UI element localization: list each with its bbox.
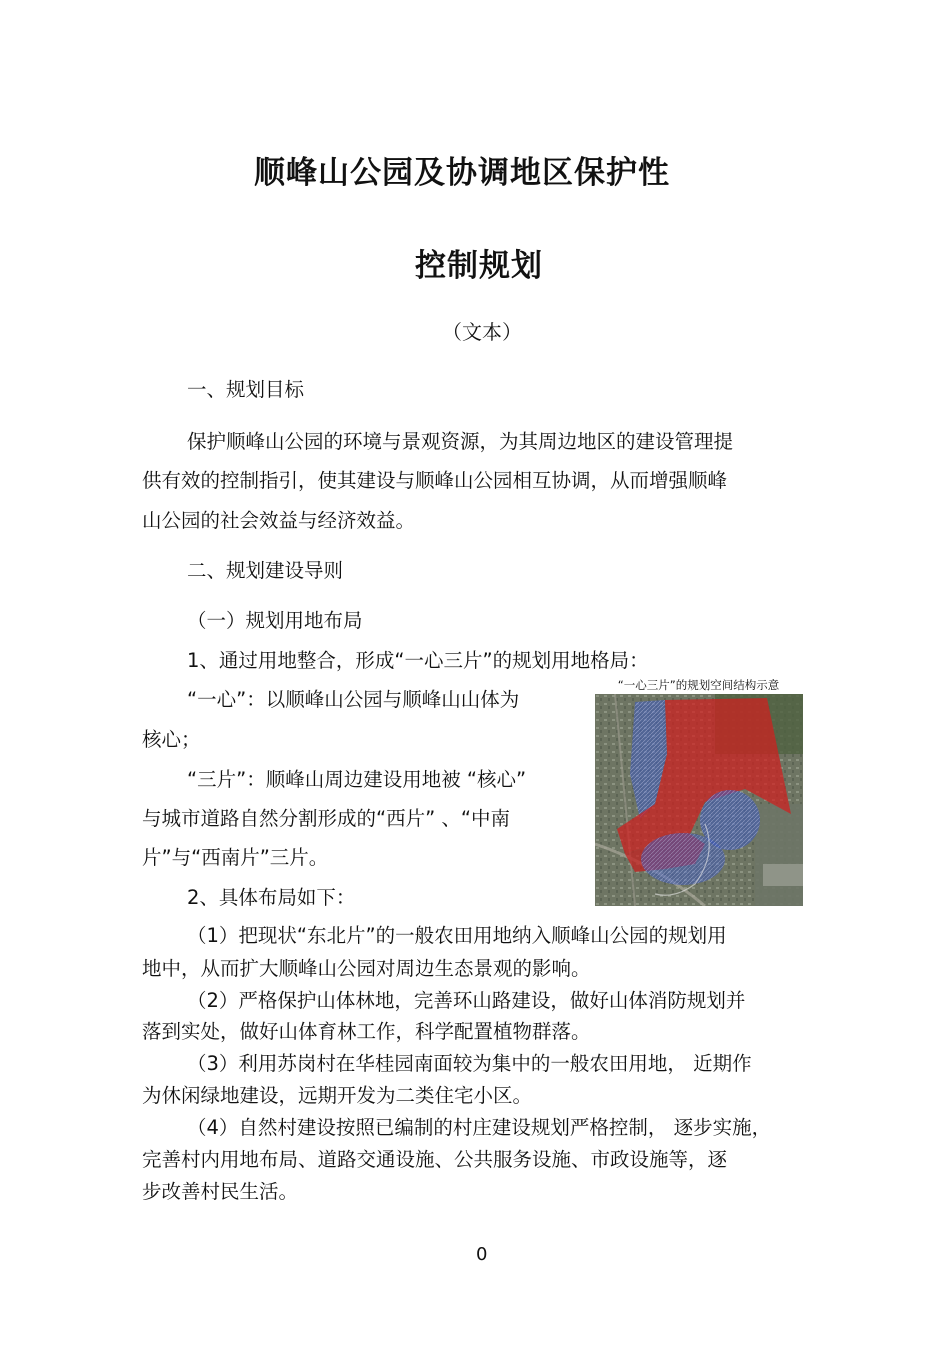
doc-title-line1: 顺峰山公园及协调地区保护性 <box>254 155 670 191</box>
satellite-map-image <box>595 694 803 906</box>
list-item: 2、具体布局如下： <box>187 886 356 909</box>
list-item: 1、通过用地整合，形成“一心三片”的规划用地格局： <box>187 649 649 672</box>
paragraph-line: 核心； <box>142 728 201 751</box>
subsection-heading: （一）规划用地布局 <box>187 609 363 632</box>
paragraph-line: 与城市道路自然分割形成的“西片” 、“中南 <box>142 807 511 830</box>
paragraph-line: 供有效的控制指引，使其建设与顺峰山公园相互协调，从而增强顺峰 <box>142 469 728 492</box>
paragraph-line: 保护顺峰山公园的环境与景观资源，为其周边地区的建设管理提 <box>187 430 734 453</box>
paragraph-line: 落到实处，做好山体育林工作，科学配置植物群落。 <box>142 1020 591 1043</box>
paragraph-line: 完善村内用地布局、道路交通设施、公共服务设施、市政设施等，逐 <box>142 1148 728 1171</box>
paragraph-line: “一心”：以顺峰山公园与顺峰山山体为 <box>187 688 520 711</box>
paragraph-line: “三片”：顺峰山周边建设用地被 “核心” <box>187 768 527 791</box>
paragraph-line: 山公园的社会效益与经济效益。 <box>142 509 416 532</box>
doc-subtitle: （文本） <box>442 320 522 344</box>
paragraph-line: 为休闲绿地建设，远期开发为二类住宅小区。 <box>142 1084 533 1107</box>
paragraph-line: 片”与“西南片”三片。 <box>142 846 329 869</box>
section-heading-goals: 一、规划目标 <box>187 378 305 401</box>
list-item: （3）利用苏岗村在华桂园南面较为集中的一般农田用地， 近期作 <box>187 1052 752 1075</box>
paragraph-line: 步改善村民生活。 <box>142 1180 299 1203</box>
list-item: （2）严格保护山体林地，完善环山路建设，做好山体消防规划并 <box>187 989 746 1012</box>
section-heading-guidelines: 二、规划建设导则 <box>187 559 344 582</box>
structure-diagram-figure <box>591 677 806 909</box>
paragraph-line: 地中，从而扩大顺峰山公园对周边生态景观的影响。 <box>142 957 591 980</box>
page-number: 0 <box>476 1244 488 1265</box>
list-item: （4）自然村建设按照已编制的村庄建设规划严格控制， 逐步实施， <box>187 1116 772 1139</box>
doc-title-line2: 控制规划 <box>415 248 543 284</box>
list-item: （1）把现状“东北片”的一般农田用地纳入顺峰山公园的规划用 <box>187 924 727 947</box>
figure-caption: “一心三片”的规划空间结构示意 <box>617 678 780 692</box>
